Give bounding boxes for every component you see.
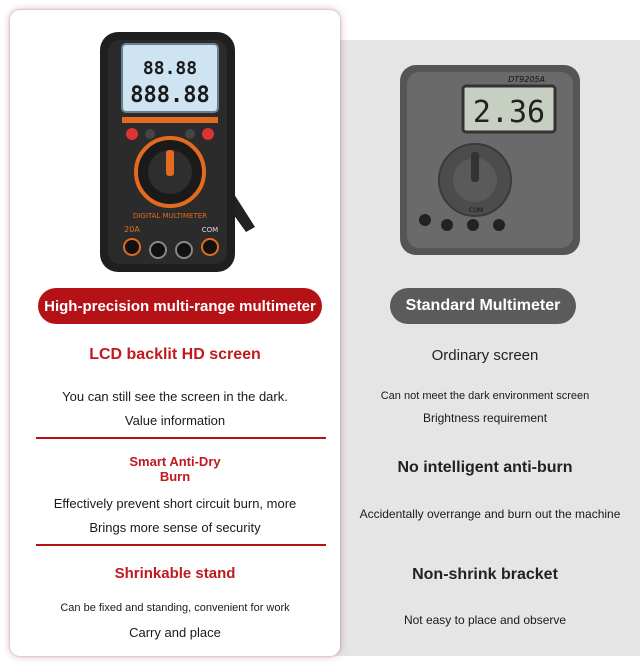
feature-title-antiburn-line2: Burn [159, 469, 191, 484]
standard-multimeter-image [385, 60, 595, 260]
section-divider [36, 437, 326, 439]
feature-line: Accidentally overrange and burn out the machine [359, 507, 621, 521]
lcd-main-readout: 888.88 [130, 83, 210, 108]
com-label: COM [469, 207, 484, 214]
feature-line: Carry and place [129, 625, 221, 640]
feature-title-no-antiburn: No intelligent anti-burn [397, 459, 573, 476]
premium-badge: High-precision multi-range multimeter [38, 288, 322, 324]
feature-line: Not easy to place and observe [403, 613, 567, 627]
feature-line: You can still see the screen in the dark. [62, 389, 288, 404]
feature-title-ordinary-screen: Ordinary screen [431, 347, 539, 364]
lcd-top-readout: 88.88 [142, 58, 198, 79]
feature-title-lcd: LCD backlit HD screen [89, 346, 261, 363]
feature-title-antiburn-line1: Smart Anti-Dry [129, 454, 221, 469]
premium-multimeter-image [70, 22, 270, 282]
feature-line: Brings more sense of security [89, 520, 261, 535]
device-label: DIGITAL MULTIMETER [132, 212, 208, 220]
section-divider [36, 544, 326, 546]
standard-badge: Standard Multimeter [390, 288, 576, 324]
feature-title-non-shrink: Non-shrink bracket [412, 566, 558, 583]
feature-title-stand: Shrinkable stand [114, 565, 236, 582]
model-label: DT9205A [508, 75, 545, 84]
feature-line: Can be fixed and standing, convenient for work [60, 602, 290, 614]
feature-line: Value information [124, 413, 226, 428]
display-readout: 2.36 [472, 95, 546, 130]
jack-com-label: COM [201, 226, 219, 234]
feature-line: Brightness requirement [422, 411, 548, 425]
feature-line: Effectively prevent short circuit burn, more [53, 496, 297, 511]
jack-20a-label: 20A [124, 225, 140, 234]
feature-line: Can not meet the dark environment screen [380, 390, 590, 402]
